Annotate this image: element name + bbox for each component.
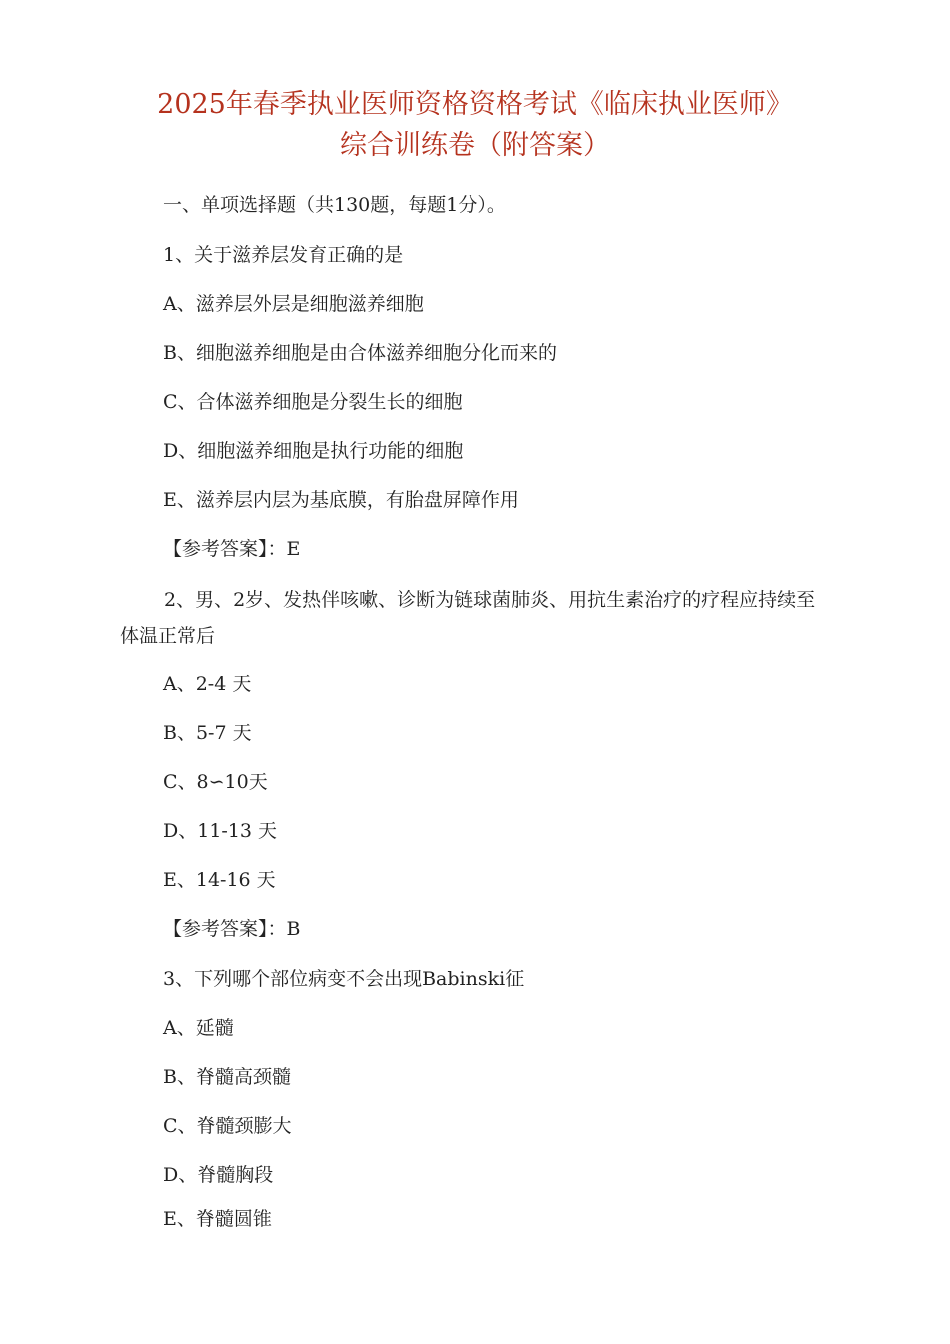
question-stem: 1、关于滋养层发育正确的是: [163, 244, 404, 266]
question-stem: 3、下列哪个部位病变不会出现Babinski征: [163, 968, 525, 990]
reference-answer: 【参考答案】：B: [163, 918, 301, 940]
document-title-line-2: 综合训练卷（附答案）: [340, 130, 610, 161]
option-e: E、14-16 天: [163, 869, 276, 891]
option-a: A、延髓: [163, 1017, 234, 1039]
option-d: D、脊髓胸段: [163, 1164, 274, 1186]
document-title-line-1: 2025年春季执业医师资格资格考试《临床执业医师》: [157, 89, 793, 120]
option-a: A、滋养层外层是细胞滋养细胞: [163, 293, 424, 315]
option-c: C、8∽10天: [163, 771, 268, 793]
option-a: A、2-4 天: [163, 673, 252, 695]
reference-answer: 【参考答案】：E: [163, 538, 301, 560]
option-c: C、合体滋养细胞是分裂生长的细胞: [163, 391, 463, 413]
question-stem: 2、男、2岁、发热伴咳嗽、诊断为链球菌肺炎、用抗生素治疗的疗程应持续至体温正常后: [120, 589, 816, 647]
option-e: E、滋养层内层为基底膜，有胎盘屏障作用: [163, 489, 519, 511]
option-c: C、脊髓颈膨大: [163, 1115, 292, 1137]
option-d: D、11-13 天: [163, 820, 278, 842]
option-e: E、脊髓圆锥: [163, 1208, 272, 1230]
option-b: B、细胞滋养细胞是由合体滋养细胞分化而来的: [163, 342, 557, 364]
option-d: D、细胞滋养细胞是执行功能的细胞: [163, 440, 464, 462]
section-heading: 一、单项选择题（共130题，每题1分）。: [163, 194, 506, 216]
option-b: B、脊髓高颈髓: [163, 1066, 291, 1088]
option-b: B、5-7 天: [163, 722, 252, 744]
